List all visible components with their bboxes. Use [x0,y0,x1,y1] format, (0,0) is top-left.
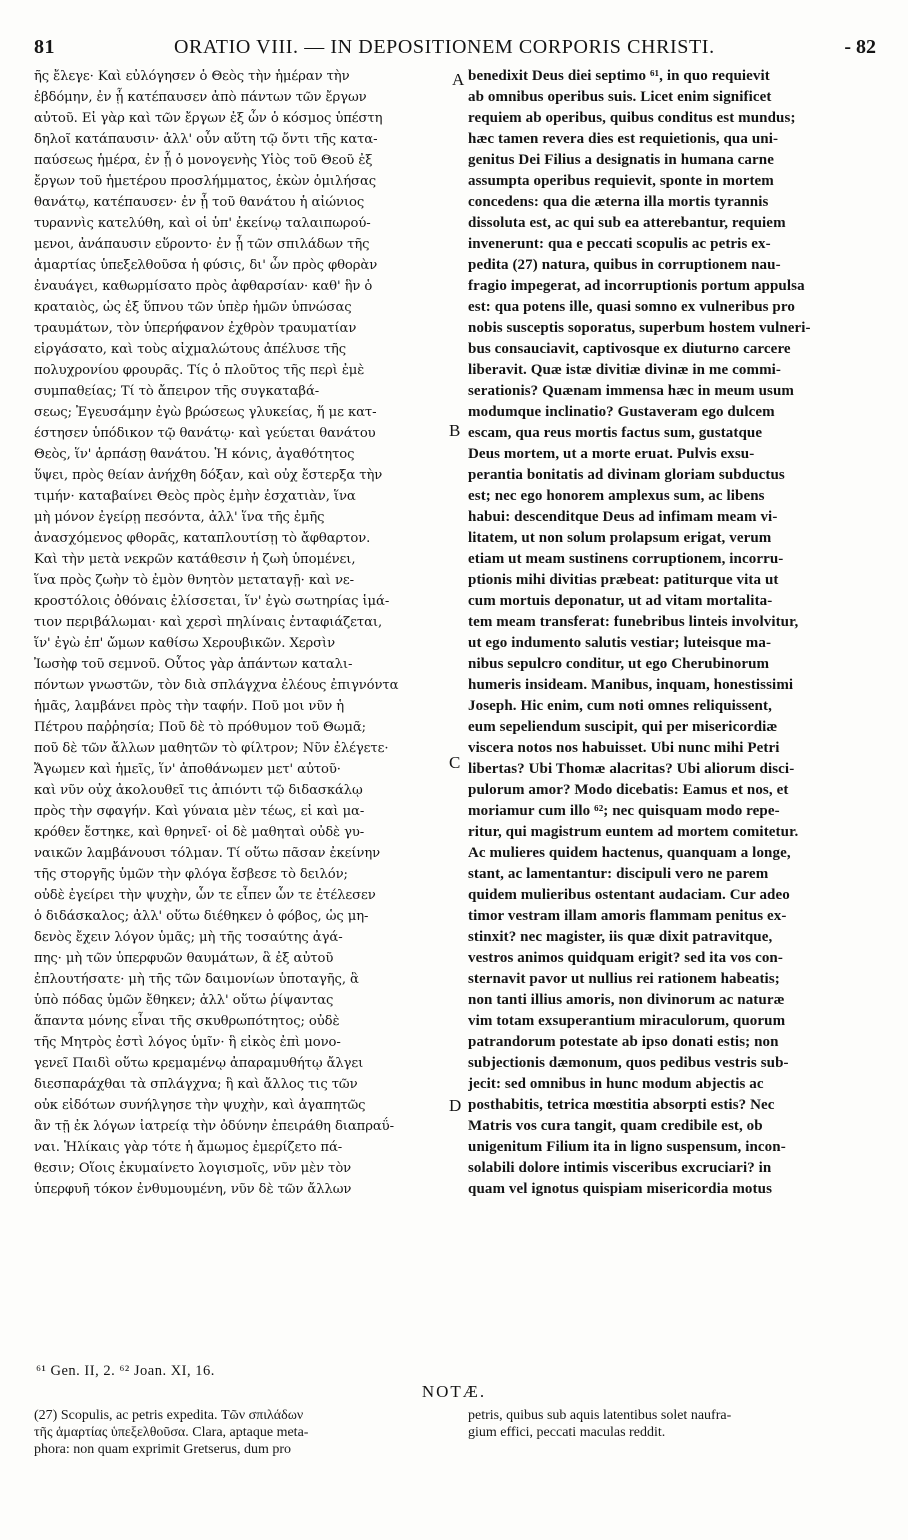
latin-text-column [468,66,878,1200]
greek-text-line: ὑπερφυῆ τόκον ἐνθυμουμένη, νῦν δὲ τῶν ἄλλων [34,1182,352,1197]
latin-text-line: humeris insideam. Manibus, inquam, honestissimi [468,677,794,693]
latin-text-line: jecit: sed omnibus in hunc modum abjectis ac [468,1076,764,1092]
greek-text-line: ναι. Ἡλίκαις γὰρ τότε ἡ ἄμωμος ἐμερίζετο πά- [34,1140,343,1155]
greek-text-line: ὑπὸ πόδας ὑμῶν ἔθηκεν; ἀλλ' οὕτω ῥίψαντας [34,993,334,1008]
greek-text-line: καὶ νῦν οὐχ ἀκολουθεῖ τις ἀπιόντι τῷ διδασκάλῳ [34,783,363,798]
latin-text-line: liberavit. Quæ istæ divitiæ divinæ in me commi- [468,362,782,378]
latin-text-line: timor vestram illam amoris flammam penitus ex- [468,908,787,924]
margin-marker-b: B [449,421,461,440]
greek-text-line: Πέτρου παῤῥησία; Ποῦ δὲ τὸ πρόθυμον τοῦ Θωμᾶ; [34,720,366,735]
greek-text-line: ὁ διδάσκαλος; ἀλλ' οὕτω διέθηκεν ὁ φόβος, ὡς μη- [34,909,369,924]
greek-text-line: ῆς ἔλεγε· Καὶ εὐλόγησεν ὁ Θεὸς τὴν ἡμέραν τὴν [34,69,350,84]
latin-text-line: concedens: qua die æterna illa mortis tyrannis [468,194,769,210]
latin-text-line: Deus mortem, ut a morte eruat. Pulvis exsu- [468,446,755,462]
greek-text-line: τῆς Μητρὸς ἐστὶ λόγος ὑμῖν· ἣ εἰκὸς ἐπὶ μονο- [34,1035,341,1050]
greek-text-line: ναικῶν λαμβάνουσι τόλμαν. Τί οὕτω πᾶσαν ἐκείνην [34,846,381,861]
greek-text-line: μενοι, ἀνάπαυσιν εὕροντο· ἐν ᾗ τῶν σπιλάδων τῆς [34,237,370,252]
note-line: phora: non quam exprimit Gretserus, dum pro [34,1442,292,1457]
latin-text-line: assumpta operibus requievit, sponte in mortem [468,173,774,189]
latin-text-line: Matris vos cura tangit, quam credibile est, ob [468,1118,763,1134]
latin-text-line: dissoluta est, ac qui sub ea atterebantur, requiem [468,215,786,231]
greek-text-line: ἐπλουτήσατε· μὴ τῆς τῶν δαιμονίων ὑποταγῆς, ἃ [34,972,359,987]
greek-text-line: πης· μὴ τῶν ὑπερφυῶν θαυμάτων, ἃ ἐξ αὐτοῦ [34,951,334,966]
greek-text-line: Ἄγωμεν καὶ ἡμεῖς, ἵν' ἀποθάνωμεν μετ' αὐτοῦ· [34,762,341,777]
greek-text-line: αὐτοῦ. Εἰ γὰρ καὶ τῶν ἔργων ἐξ ὧν ὁ κόσμος ὑπέστη [34,111,383,126]
greek-text-line: συμπαθείας; Τί τὸ ἄπειρον τῆς συγκαταβά- [34,384,320,399]
greek-text-line: διεσπαράχθαι τὰ σπλάγχνα; ἣ καὶ ἄλλος τις τῶν [34,1077,358,1092]
greek-text-line: Θεὸς, ἵν' ἁρπάσῃ θανάτου. Ἡ κόνις, ἀγαθότητος [34,447,355,462]
latin-text-line: bus consauciavit, captivosque ex diuturno carcere [468,341,791,357]
greek-text-line: δενὸς ἔχειν λόγον ὑμᾶς; μὴ τῆς τοσαύτης ἀγά- [34,930,343,945]
latin-text-line: quam vel ignotus quispiam misericordia motus [468,1181,773,1197]
latin-text-line: stinxit? nec magister, iis quæ dixit patravitque, [468,929,773,945]
running-title: ORATIO VIII. — IN DEPOSITIONEM CORPORIS CHRISTI. [174,36,715,58]
greek-text-line: τιον περιβάλωμαι· καὶ χερσὶ πηλίναις ἐνταφιάζεται, [34,615,383,630]
latin-text-line: ptionis mihi divitias præbeat: patiturque vita ut [468,572,779,588]
latin-text-line: moriamur cum illo ⁶²; nec quisquam modo repe- [468,803,780,819]
greek-text-line: ἅπαντα μόνης εἶναι τῆς σκυθρωπότητος; οὐδὲ [34,1014,340,1029]
greek-text-line: ἀνασχόμενος φθορᾶς, καταπλουτίσῃ τὸ ἄφθαρτον. [34,531,371,546]
greek-text-line: ὕψει, πρὸς θείαν ἀνήχθη δόξαν, καὶ οὐχ ἔστερξα τὴν [34,468,383,483]
notes-left-column [34,1407,454,1458]
note-line: τῆς ἁμαρτίας ὑπεξελθοῦσα. Clara, aptaque meta- [34,1425,309,1440]
greek-text-line: οὐδὲ ἐγείρει τὴν ψυχὴν, ὧν τε εἶπεν ὧν τε ἐτέλεσεν [34,888,376,903]
latin-text-line: ritur, qui magistrum euntem ad mortem comitetur. [468,824,799,840]
greek-text-line: ἑβδόμην, ἐν ᾗ κατέπαυσεν ἀπὸ πάντων τῶν ἔργων [34,90,367,105]
latin-text-line: etiam ut meam sustinens corruptionem, incorru- [468,551,784,567]
latin-text-line: invenerunt: qua e peccati scopulis ac petris ex- [468,236,771,252]
latin-text-line: fragio impegerat, ad incorruptionis portum appulsa [468,278,805,294]
margin-marker-c: C [449,753,461,772]
margin-marker-a: A [452,70,465,89]
greek-text-column [34,66,461,1200]
greek-text-line: ποῦ δὲ τῶν ἄλλων μαθητῶν τὸ φίλτρον; Νῦν ἐλέγετε· [34,741,389,756]
latin-text-line: tem meam transferat: funebribus linteis involvitur, [468,614,799,630]
latin-text-line: litatem, ut non solum prolapsum erigat, verum [468,530,772,546]
notes-heading: NOTÆ. [421,1382,487,1401]
notes-right-column [468,1407,878,1441]
greek-text-line: ἵνα πρὸς ζωὴν τὸ ἐμὸν θνητὸν μεταταγῇ· καὶ νε- [34,573,354,588]
greek-text-line: θανάτῳ, κατέπαυσεν· ἐν ᾗ τοῦ θανάτου ἡ αἰώνιος [34,195,365,210]
greek-text-line: γενεῖ Παιδὶ οὕτω κρεμαμένῳ ἀπαραμυθήτῳ ἄλγει [34,1056,364,1071]
latin-text-line: est: qua potens ille, quasi somno ex vulneribus pro [468,299,795,315]
greek-text-line: κραταιὸς, ὡς ἐξ ὕπνου τῶν ὑπὲρ ἡμῶν ὑπνώσας [34,300,352,315]
latin-text-line: ab omnibus operibus suis. Licet enim significet [468,89,772,105]
page-number-right: - 82 [844,36,876,58]
greek-text-line: ἔργων τοῦ ἡμετέρου προσλήμματος, ἑκὼν ὁμιλήσας [34,174,377,189]
latin-text-line: escam, qua reus mortis factus sum, gustatque [468,425,763,441]
greek-text-line: τυραννὶς κατελύθη, καὶ οἱ ὑπ' ἐκείνῳ ταλαιπωρού- [34,216,371,231]
greek-text-line: τῆς στοργῆς ὑμῶν τὴν φλόγα ἔσβεσε τὸ δειλόν; [34,867,348,882]
greek-text-line: κροστόλοις ὀθόναις ἑλίσσεται, ἵν' ἐγὼ σωτηρίας ἱμά- [34,594,390,609]
note-line: gium effici, peccati maculas reddit. [468,1425,666,1440]
page-number-left: 81 [34,36,55,58]
note-line: (27) Scopulis, ac petris expedita. Τῶν σπιλάδων [34,1408,304,1423]
latin-text-line: stant, ac lamentantur: discipuli vero ne parem [468,866,769,882]
greek-text-line: παύσεως ἡμέρα, ἐν ᾗ ὁ μονογενὴς Υἱὸς τοῦ Θεοῦ ἐξ [34,153,373,168]
latin-text-line: cum mortuis deponatur, ut ad vitam mortalita- [468,593,773,609]
latin-text-line: benedixit Deus diei septimo ⁶¹, in quo requievit [468,68,770,84]
latin-text-line: vim totam exsuperantium miraculorum, quorum [468,1013,786,1029]
greek-text-line: εἰργάσατο, καὶ τοὺς αἰχμαλώτους ἀπέλυσε τῆς [34,342,346,357]
latin-text-line: modumque inclinatio? Gustaveram ego dulcem [468,404,775,420]
latin-text-line: Ac mulieres quidem hactenus, quanquam a longe, [468,845,791,861]
greek-text-line: ἐναυάγει, καθωρμίσατο πρὸς ἀφθαρσίαν· καθ' ἣν ὁ [34,279,373,294]
greek-text-line: τραυμάτων, τὸν ὑπερήφανον ἐχθρὸν τραυματίαν [34,321,357,336]
note-line: petris, quibus sub aquis latentibus solet naufra- [468,1408,732,1423]
latin-text-line: nobis susceptis soporatus, superbum hostem vulneri- [468,320,811,336]
latin-text-line: libertas? Ubi Thomæ alacritas? Ubi aliorum disci- [468,761,795,777]
latin-text-line: pedita (27) natura, quibus in corruptionem nau- [468,257,781,273]
latin-text-line: serationis? Quænam immensa hæc in meum usum [468,383,794,399]
latin-text-line: non tanti illius amoris, non divinorum ac naturæ [468,992,785,1008]
latin-text-line: genitus Dei Filius a designatis in humana carne [468,152,774,168]
greek-text-line: σεως; Ἐγευσάμην ἐγὼ βρώσεως γλυκείας, ἥ με κατ- [34,405,377,420]
latin-text-line: viscera notos nos habuisset. Ubi nunc mihi Petri [468,740,780,756]
latin-text-line: nibus sepulcro conditur, ut ego Cherubinorum [468,656,770,672]
greek-text-line: ἂν τῇ ἐκ λόγων ἰατρείᾳ τὴν ὀδύνην ἐπειράθη διαπραΰ- [34,1119,394,1134]
running-header [34,36,876,66]
greek-text-line: κρόθεν ἔστηκε, καὶ θρηνεῖ· οἱ δὲ μαθηταὶ οὐδὲ γυ- [34,825,365,840]
greek-text-line: ἵν' ἐγὼ ἐπ' ὤμων καθίσω Χερουβικῶν. Χερσὶν [34,636,336,651]
greek-text-line: δηλοῖ κατάπαυσιν· ἀλλ' οὖν αὕτη τῷ ὄντι τῆς κατα- [34,132,378,147]
latin-text-line: pulorum amor? Modo dicebatis: Eamus et nos, et [468,782,789,798]
greek-text-line: οὐκ εἰδότων συνήλγησε τὴν ψυχὴν, καὶ ἀγαπητῶς [34,1098,366,1113]
greek-text-line: τιμήν· καταβαίνει Θεὸς πρὸς ἐμὴν ἐσχατιὰν, ἵνα [34,489,356,504]
greek-text-line: Ἰωσὴφ τοῦ σεμνοῦ. Οὗτος γὰρ ἁπάντων καταλι- [34,657,353,672]
latin-text-line: requiem ab operibus, quibus conditus est mundus; [468,110,796,126]
greek-text-line: ἡμᾶς, λαμβάνει πρὸς τὴν ταφήν. Ποῦ μοι νῦν ἡ [34,699,345,714]
greek-text-line: θεσιν; Οἵοις ἐκυμαίνετο λογισμοῖς, νῦν μὲν τὸν [34,1161,352,1176]
latin-text-line: unigenitum Filium ita in ligno suspensum, incon- [468,1139,786,1155]
greek-text-line: έστησεν ὑπόδικον τῷ θανάτῳ· καὶ γεύεται θανάτου [34,426,376,441]
greek-text-line: πολυχρονίου φρουρᾶς. Τίς ὁ πλοῦτος τῆς περὶ ἐμὲ [34,363,365,378]
latin-text-line: perantia bonitatis ad divinam gloriam subductus [468,467,785,483]
latin-text-line: est; nec ego honorem amplexus sum, ac libens [468,488,765,504]
greek-text-line: ἁμαρτίας ὑπεξελθοῦσα ἡ φύσις, δι' ὧν πρὸς φθορὰν [34,258,378,273]
greek-text-line: πρὸς τὴν σφαγήν. Καὶ γύναια μὲν τέως, εἰ καὶ μα- [34,804,365,819]
margin-marker-d: D [449,1096,462,1115]
latin-text-line: patrandorum potestate ab ipso donati estis; non [468,1034,779,1050]
latin-text-line: Joseph. Hic enim, cum noti omnes reliquissent, [468,698,772,714]
latin-text-line: sternavit pavor ut nullius rei rationem habeatis; [468,971,780,987]
latin-text-line: habui: descenditque Deus ad infimam meam vi- [468,509,778,525]
greek-text-line: πόντων γνωστῶν, τὸν διὰ σπλάγχνα ἐλέους ἐπιγνόντα [34,678,399,693]
latin-text-line: vestros animos quidquam erigit? sed ita vos con- [468,950,783,966]
greek-text-line: Καὶ τὴν μετὰ νεκρῶν κατάθεσιν ἡ ζωὴ ὑπομένει, [34,552,356,567]
greek-text-line: μὴ μόνον ἐγείρῃ πεσόντα, ἀλλ' ἵνα τῆς ἐμῆς [34,510,325,525]
latin-text-line: eum sepeliendum suscipit, qui per misericordiæ [468,719,778,735]
latin-text-line: posthabitis, tetrica mœstitia absorpti estis? Nec [468,1097,775,1113]
latin-text-line: solabili dolore intimis visceribus excruciari? in [468,1160,772,1176]
scripture-footnotes: ⁶¹ Gen. II, 2. ⁶² Joan. XI, 16. [36,1363,215,1379]
latin-text-line: ut ego indumento salutis vestiar; luteisque ma- [468,635,772,651]
latin-text-line: quidem mulieribus ostentant audaciam. Cur adeo [468,887,790,903]
latin-text-line: subjectionis dæmonum, quos pedibus vestris sub- [468,1055,789,1071]
latin-text-line: hæc tamen revera dies est requietionis, qua uni- [468,131,779,147]
